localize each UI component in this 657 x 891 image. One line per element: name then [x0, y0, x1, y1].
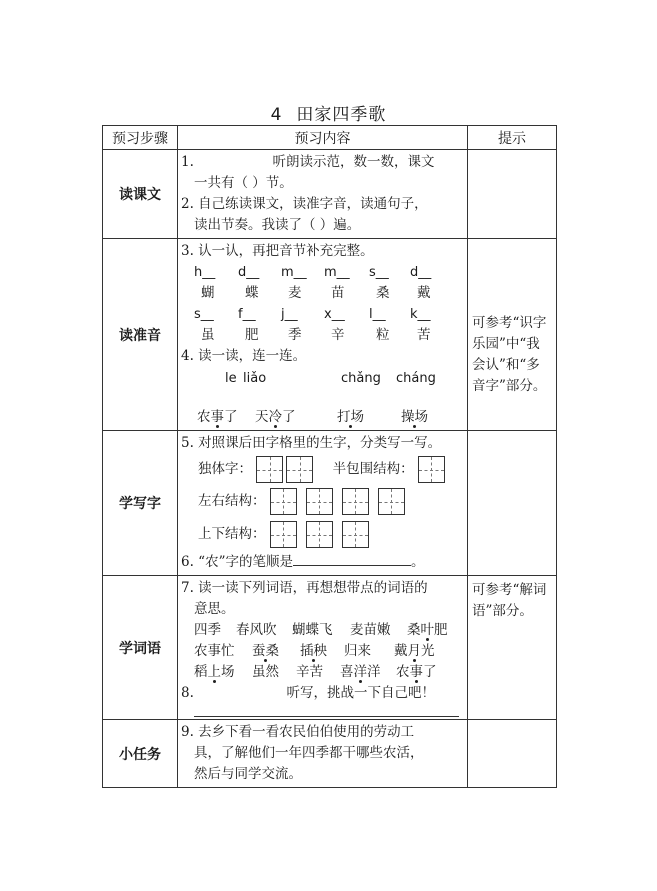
hanzi: 戴 — [417, 285, 431, 301]
vocab-word: 插秧 — [300, 643, 327, 659]
hint-cell — [468, 431, 557, 576]
vocab-word: 麦苗嫩 — [350, 622, 391, 638]
content-cell — [178, 720, 468, 788]
vocab-word-dotted — [407, 620, 457, 641]
table-row — [103, 239, 557, 431]
step-cell: 读课文 — [103, 150, 178, 239]
item-text: 一共有（ ）节。 — [194, 175, 293, 191]
tian-grid[interactable] — [418, 456, 445, 483]
step-cell: 小任务 — [103, 720, 178, 788]
pinyin-blank: j__ — [281, 307, 298, 322]
hanzi: 麦 — [288, 285, 302, 301]
item-text: 5. 对照课后田字格里的生字，分类写一写。 — [181, 435, 442, 451]
pinyin[interactable]: chǎng — [341, 371, 381, 386]
hanzi: 虽 — [201, 327, 215, 343]
vocab-word: 农事了 — [396, 664, 437, 680]
word-text: 操场 — [401, 409, 428, 425]
tian-grid[interactable] — [270, 488, 297, 515]
hint-cell: 可参考“解词语”部分。 — [468, 576, 557, 720]
preview-table — [102, 125, 557, 788]
hint-cell — [468, 150, 557, 239]
vocab-word: 戴月光 — [394, 643, 435, 659]
audio-icon — [216, 156, 232, 170]
pinyin-blank: d__ — [238, 265, 260, 280]
table-row — [103, 576, 557, 720]
item-text: 7. 读一读下列词语，再想想带点的词语的 — [181, 580, 428, 596]
tian-grid[interactable] — [306, 521, 333, 548]
vocab-word-dotted — [396, 662, 452, 683]
pinyin-blank: h__ — [194, 265, 216, 280]
item-text: 2. 自己练读课文，读准字音，读通句子， — [181, 196, 428, 212]
vocab-word: 春风吹 — [236, 622, 277, 638]
pinyin-blank: s__ — [369, 265, 389, 280]
item-number: 8. — [181, 685, 194, 701]
dictation-line[interactable] — [194, 704, 459, 717]
content-cell — [178, 431, 468, 576]
page-title — [0, 100, 657, 125]
pinyin[interactable]: liǎo — [243, 371, 267, 386]
tian-grid[interactable] — [306, 488, 333, 515]
pinyin-blank: l__ — [369, 307, 386, 322]
pinyin-blank: f__ — [238, 307, 256, 322]
word-text: 农事了 — [197, 409, 238, 425]
word-text: 打场 — [337, 409, 364, 425]
content-cell — [178, 150, 468, 239]
table-row — [103, 150, 557, 239]
label-zuoyou: 左右结构： — [198, 493, 266, 509]
pinyin-blank: x__ — [324, 307, 345, 322]
word-le-2[interactable] — [255, 407, 337, 428]
hanzi: 辛 — [331, 327, 345, 343]
pinyin-blank: m__ — [324, 265, 350, 280]
pinyin[interactable]: le — [225, 371, 237, 386]
hanzi: 季 — [288, 327, 302, 343]
hanzi: 蝶 — [245, 285, 259, 301]
pinyin-blank: m__ — [281, 265, 307, 280]
vocab-word: 虽然 — [252, 664, 279, 680]
hanzi: 粒 — [376, 327, 390, 343]
vocab-word: 农事忙 — [194, 643, 235, 659]
table-row — [103, 720, 557, 788]
header-row — [103, 126, 557, 150]
item-text: 9. 去乡下看一看农民伯伯使用的劳动工 — [181, 724, 415, 740]
word-le-1[interactable] — [197, 407, 255, 428]
vocab-word: 桑叶肥 — [407, 622, 448, 638]
pinyin-blank: k__ — [410, 307, 431, 322]
vocab-word-dotted — [300, 641, 344, 662]
item-text: 听写，挑战一下自己吧！ — [286, 685, 435, 701]
stroke-order-blank[interactable] — [293, 551, 411, 566]
item-text: 3. 认一认，再把音节补充完整。 — [181, 243, 374, 259]
vocab-word: 归来 — [344, 643, 371, 659]
step-cell: 读准音 — [103, 239, 178, 431]
vocab-word-dotted — [252, 641, 300, 662]
audio-icon — [238, 687, 254, 701]
label-dutizi: 独体字： — [198, 461, 252, 477]
vocab-word: 四季 — [194, 622, 221, 638]
item-text: 4. 读一读，连一连。 — [181, 348, 307, 364]
item-text: 具，了解他们一年四季都干哪些农活， — [194, 745, 424, 761]
label-shangxia: 上下结构： — [198, 526, 266, 542]
tian-grid[interactable] — [342, 488, 369, 515]
step-cell: 学写字 — [103, 431, 178, 576]
vocab-word: 蚕桑 — [252, 643, 279, 659]
lesson-number: 4 — [270, 105, 283, 125]
pinyin[interactable]: cháng — [396, 371, 436, 386]
pinyin-blank: d__ — [410, 265, 432, 280]
hanzi: 桑 — [376, 285, 390, 301]
tian-grid[interactable] — [256, 456, 283, 483]
vocab-word: 稻上场 — [194, 664, 235, 680]
table-row — [103, 431, 557, 576]
label-banbao: 半包围结构： — [332, 461, 414, 477]
header-content: 预习内容 — [178, 126, 468, 150]
vocab-word: 辛苦 — [296, 664, 323, 680]
word-chang-1[interactable] — [337, 407, 401, 428]
vocab-word: 蝴蝶飞 — [292, 622, 333, 638]
item-number: 1. — [181, 154, 194, 170]
vocab-word-dotted — [340, 662, 396, 683]
hanzi: 肥 — [245, 327, 259, 343]
vocab-word-dotted — [394, 641, 454, 662]
vocab-word: 喜洋洋 — [340, 664, 381, 680]
tian-grid[interactable] — [342, 521, 369, 548]
content-cell — [178, 239, 468, 431]
item-text: 读出节奏。我读了（ ）遍。 — [194, 217, 361, 233]
item-text: 然后与同学交流。 — [194, 766, 302, 782]
item-text: 。 — [410, 554, 425, 570]
tian-grid[interactable] — [378, 488, 405, 515]
word-text: 天冷了 — [255, 409, 296, 425]
item-text: 6. “农”字的笔顺是 — [181, 554, 293, 570]
hanzi: 蝴 — [201, 285, 215, 301]
content-cell — [178, 576, 468, 720]
vocab-word-dotted — [194, 662, 252, 683]
hint-text: 可参考“识字乐园”中“我会认”和“多音字”部分。 — [472, 315, 547, 394]
item-text: 意思。 — [194, 601, 235, 617]
step-cell: 学词语 — [103, 576, 178, 720]
hint-cell — [468, 239, 557, 431]
item-text: 听朗读示范，数一数，课文 — [272, 154, 435, 170]
hanzi: 苦 — [417, 327, 431, 343]
hint-cell — [468, 720, 557, 788]
lesson-title: 田家四季歌 — [296, 105, 387, 125]
hanzi: 苗 — [331, 285, 345, 301]
tian-grid[interactable] — [286, 456, 313, 483]
header-step: 预习步骤 — [103, 126, 178, 150]
pinyin-blank: s__ — [194, 307, 214, 322]
header-hint: 提示 — [468, 126, 557, 150]
word-chang-2[interactable] — [401, 407, 441, 428]
tian-grid[interactable] — [270, 521, 297, 548]
